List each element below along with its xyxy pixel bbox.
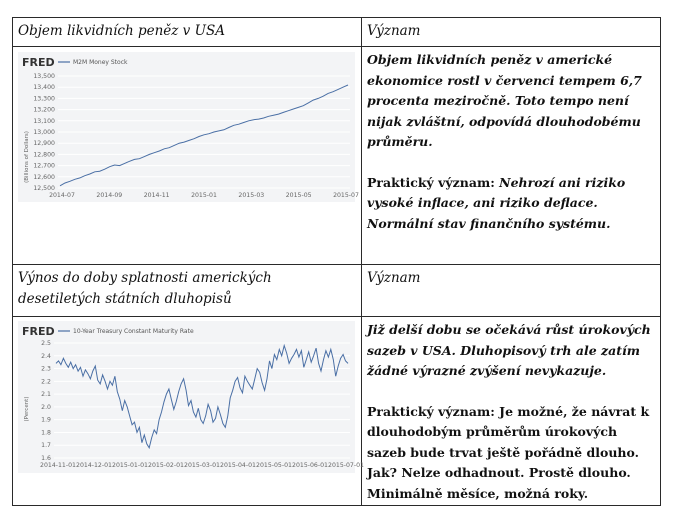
money-stock-line	[60, 85, 348, 186]
y-tick-label: 1.8	[41, 429, 51, 437]
y-tick-label: 12,800	[33, 151, 55, 159]
x-tick-label: 2015-01-01	[112, 462, 148, 469]
treasury-yield-meaning	[362, 317, 660, 505]
y-tick-label: 2.5	[41, 340, 51, 347]
x-tick-label: 2014-12-01	[76, 462, 112, 469]
x-tick-label: 2014-09	[96, 192, 123, 199]
y-tick-label: 13,500	[33, 73, 55, 80]
y-tick-label: 2.4	[41, 352, 51, 360]
y-tick-label: 13,200	[33, 106, 55, 114]
money-stock-meaning	[362, 47, 660, 264]
x-tick-label: 2015-03	[238, 192, 265, 199]
y-axis-label: (Percent)	[24, 396, 30, 422]
x-tick-label: 2014-11	[143, 192, 170, 199]
y-tick-label: 12,600	[33, 173, 55, 181]
practical-text: Praktický význam: Je možné, že návrat k dlouhodobým průměrům úrokových sazeb bude trvat ještě pořádně dlouho. Jak? Nelze odhadnout. Prostě dlouho. Minimálně měsíce, možná roky.	[367, 403, 650, 501]
meaning-header-1: Význam	[367, 23, 421, 39]
y-tick-label: 2.2	[41, 378, 51, 386]
y-tick-label: 13,400	[33, 84, 55, 92]
x-tick-label: 2015-03-01	[184, 462, 220, 469]
y-tick-label: 1.9	[41, 416, 51, 424]
x-tick-label: 2015-04-01	[220, 462, 256, 469]
fred-logo: FRED	[22, 56, 55, 69]
chart-legend: 10-Year Treasury Constant Maturity Rate	[73, 328, 194, 335]
x-tick-label: 2015-05-01	[256, 462, 292, 469]
treasury-yield-chart	[18, 321, 364, 473]
y-tick-label: 13,100	[33, 117, 55, 125]
y-tick-label: 12,700	[33, 162, 55, 170]
x-tick-label: 2015-05	[285, 192, 312, 199]
x-tick-label: 2015-06-01	[292, 462, 328, 469]
meaning-header-2: Význam	[367, 270, 421, 286]
meaning-paragraph: Objem likvidních peněz v americké ekonomice rostl v červenci tempem 6,7 procenta meziročně. Toto tempo není nijak zvláštní, odpovídá dlouhodobému průměru.	[367, 52, 642, 149]
fred-logo: FRED	[22, 325, 55, 338]
comparison-table	[12, 17, 661, 506]
x-tick-label: 2014-11-01	[40, 462, 76, 469]
practical-label: Praktický význam:	[367, 174, 500, 190]
money-stock-header: Objem likvidních peněz v USA	[18, 23, 225, 39]
y-tick-label: 12,900	[33, 140, 55, 148]
y-tick-label: 13,000	[33, 129, 55, 136]
y-tick-label: 13,300	[33, 95, 55, 103]
y-tick-label: 1.6	[41, 455, 51, 462]
x-tick-label: 2014-07	[49, 192, 75, 199]
treasury-yield-chart-svg	[18, 321, 364, 473]
x-tick-label: 2015-01	[191, 192, 217, 199]
treasury-yield-header: Výnos do doby splatnosti amerických desetiletých státních dluhopisů	[18, 270, 272, 307]
chart-legend: M2M Money Stock	[73, 59, 128, 66]
money-stock-chart	[18, 52, 359, 202]
y-tick-label: 2.1	[41, 391, 51, 399]
y-tick-label: 2.0	[41, 403, 51, 411]
y-tick-label: 2.3	[41, 365, 51, 373]
y-tick-label: 1.7	[41, 442, 51, 450]
practical-text: Nehrozí ani riziko vysoké inflace, ani riziko deflace. Normální stav finančního systému.	[367, 174, 626, 231]
y-tick-label: 12,500	[33, 185, 55, 192]
x-tick-label: 2015-07-01	[328, 462, 364, 469]
meaning-paragraph: Již delší dobu se očekává růst úrokových sazeb v USA. Dluhopisový trh ale zatím žádné výrazné zvýšení nevykazuje.	[367, 322, 651, 378]
x-tick-label: 2015-02-01	[148, 462, 184, 469]
y-axis-label: (Billions of Dollars)	[24, 131, 30, 183]
x-tick-label: 2015-07	[333, 192, 359, 199]
money-stock-chart-svg	[18, 52, 359, 202]
